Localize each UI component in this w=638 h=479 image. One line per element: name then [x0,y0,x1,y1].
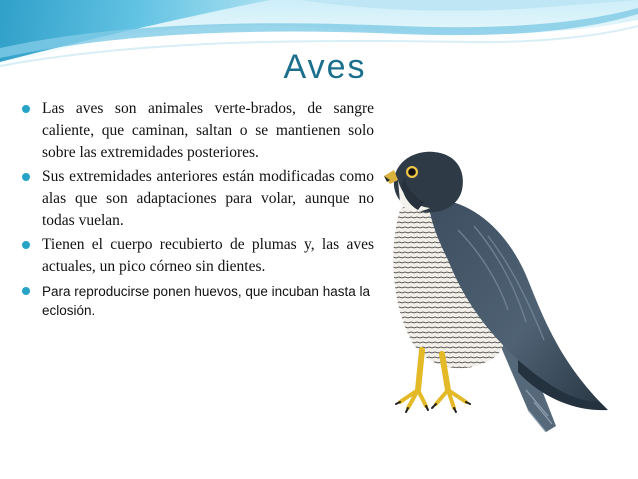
bullet-text: Tienen el cuerpo recubierto de plumas y, las aves actuales, un pico córneo sin dientes. [42,236,374,275]
bullet-item [22,234,374,278]
bullet-dot-icon [22,105,30,113]
bullet-list [22,98,374,322]
bullet-item [22,166,374,232]
bullet-item [22,282,374,320]
bullet-dot-icon [22,287,30,295]
bullet-item [22,98,374,164]
slide-title: Aves [283,48,367,86]
falcon-illustration [378,140,618,440]
bullet-dot-icon [22,173,30,181]
bullet-text: Las aves son animales verte-brados, de sangre caliente, que caminan, saltan o se mantienen solo sobre las extremidades posteriores. [42,100,374,161]
bullet-text: Para reproducirse ponen huevos, que incuban hasta la eclosión. [42,284,370,318]
bullet-text: Sus extremidades anteriores están modificadas como alas que son adaptaciones para volar, aunque no todas vuelan. [42,168,374,229]
bullet-dot-icon [22,241,30,249]
